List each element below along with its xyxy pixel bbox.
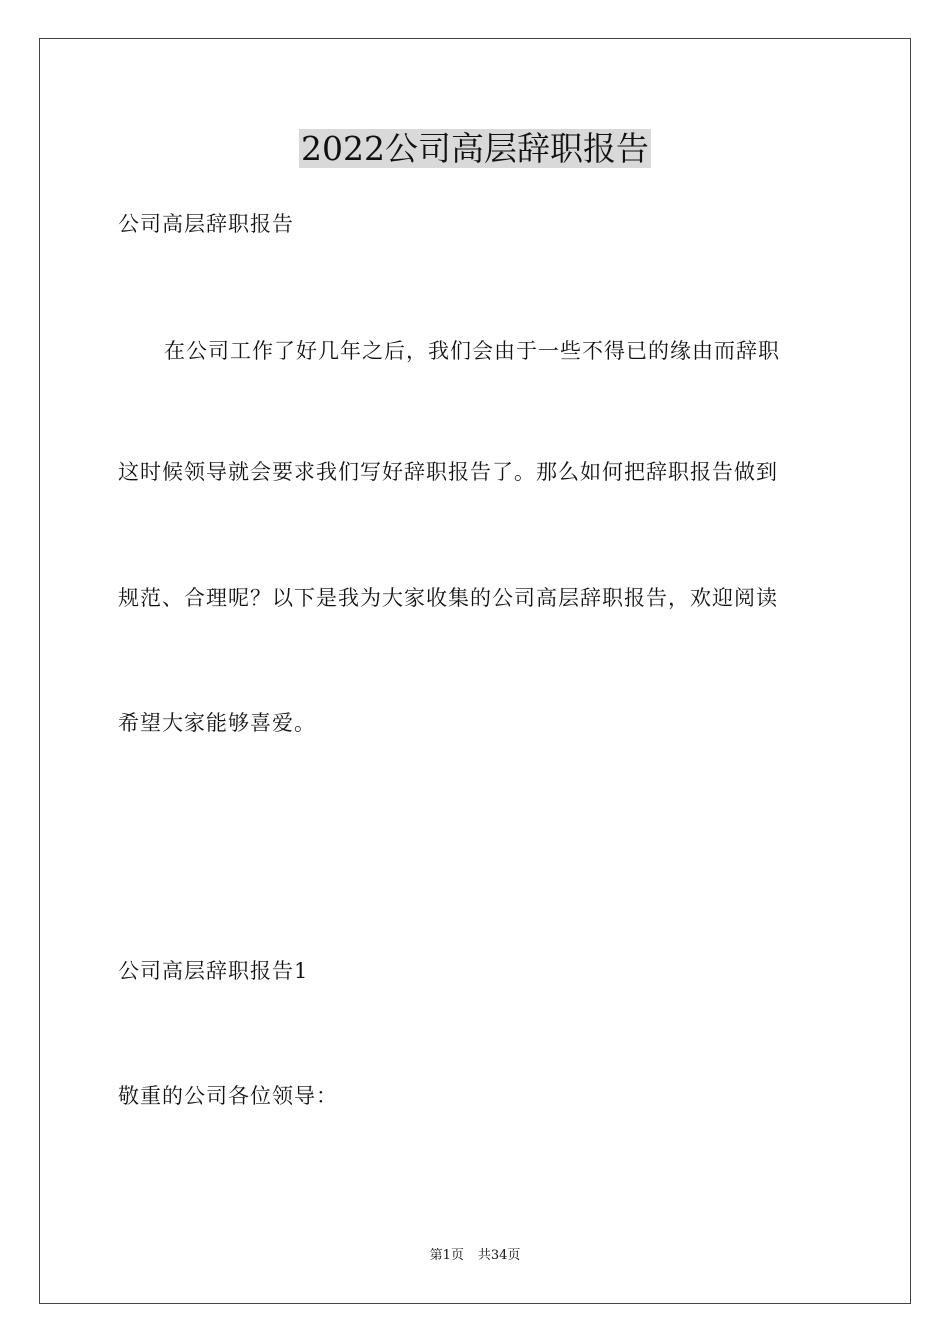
intro-paragraph-line-2: 这时候领导就会要求我们写好辞职报告了。那么如何把辞职报告做到 [118, 460, 778, 484]
page-footer [0, 1247, 950, 1265]
page-total: 共34页 [477, 1248, 521, 1263]
salutation: 敬重的公司各位领导： [118, 1084, 338, 1108]
intro-paragraph-line-4: 希望大家能够喜爱。 [118, 711, 316, 735]
document-title [0, 126, 950, 172]
page-number: 第1页 [429, 1248, 464, 1263]
document-title-text: 2022公司高层辞职报告 [301, 129, 649, 168]
section-heading: 公司高层辞职报告1 [118, 959, 309, 983]
intro-paragraph-line-3: 规范、合理呢？以下是我为大家收集的公司高层辞职报告，欢迎阅读 [118, 586, 778, 610]
document-subtitle: 公司高层辞职报告 [118, 212, 294, 236]
intro-paragraph-line-1: 在公司工作了好几年之后，我们会由于一些不得已的缘由而辞职 [164, 339, 780, 363]
